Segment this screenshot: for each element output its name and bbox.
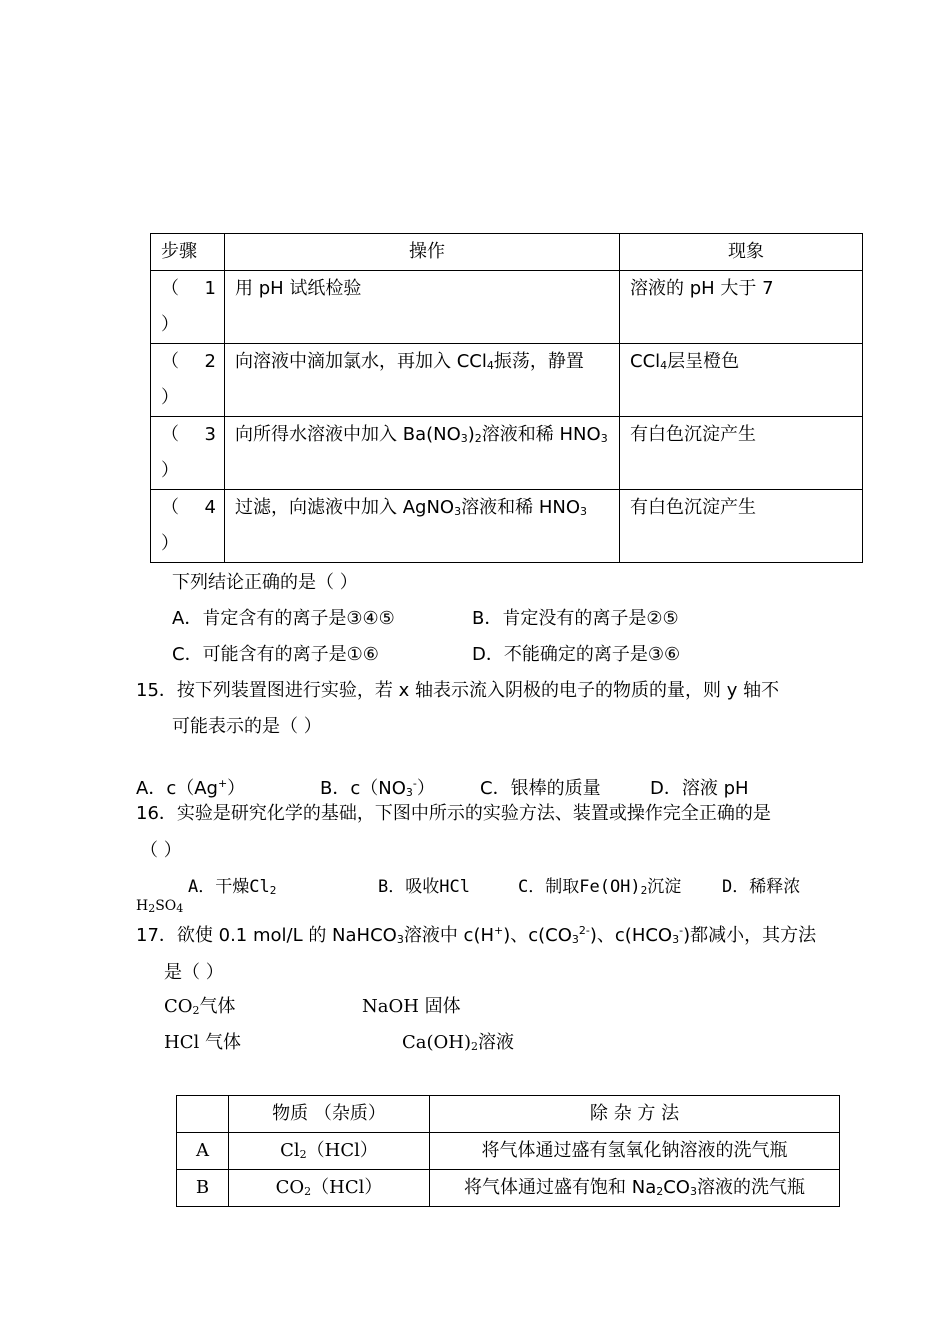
q17-option-c: HCl 气体	[164, 1032, 241, 1053]
q16-option-d: D．稀释浓	[722, 877, 801, 897]
header-label	[177, 1096, 229, 1133]
observation-cell: CCl$_4$层呈橙色	[620, 344, 863, 417]
table-header-row	[151, 234, 863, 271]
q17-option-d: $Ca(OH)_2$溶液	[402, 1032, 515, 1053]
operation-cell: 向溶液中滴加氯水，再加入 CCl$_4$振荡，静置	[225, 344, 620, 417]
step-cell: （ 4 ）	[151, 490, 225, 563]
operation-cell: 向所得水溶液中加入 $Ba(NO_3)_2$溶液和稀 $HNO_3$	[225, 417, 620, 490]
header-observation: 现象	[620, 234, 863, 271]
method-cell: 将气体通过盛有氢氧化钠溶液的洗气瓶	[430, 1133, 840, 1170]
table-row	[177, 1170, 840, 1207]
row-label: A	[177, 1133, 229, 1170]
q15-option-b: B．$c(NO_3^-)$	[320, 777, 435, 799]
substance-cell: $CO_2(HCl)$	[229, 1170, 430, 1207]
step-cell: （ 2 ）	[151, 344, 225, 417]
q15-option-d: D．溶液 pH	[650, 778, 749, 799]
substance-cell: $Cl_2(HCl)$	[229, 1133, 430, 1170]
q16-line2: （ ）	[140, 840, 182, 861]
impurity-removal-table	[176, 1095, 840, 1207]
table-row	[151, 417, 863, 490]
operation-cell: 用 pH 试纸检验	[225, 271, 620, 344]
table-row	[151, 344, 863, 417]
step-cell: （ 3 ）	[151, 417, 225, 490]
table-row	[177, 1133, 840, 1170]
q17-option-a: $CO_2$气体	[164, 996, 236, 1017]
header-method: 除 杂 方 法	[430, 1096, 840, 1133]
observation-cell: 有白色沉淀产生	[620, 417, 863, 490]
q16-option-a: A．干燥$Cl_2$	[188, 877, 277, 897]
observation-cell: 有白色沉淀产生	[620, 490, 863, 563]
q15-option-a: A．c（Ag+）	[136, 777, 246, 799]
header-step: 步骤	[151, 234, 225, 271]
header-substance: 物质 （杂质）	[229, 1096, 430, 1133]
q17-line1: 17．欲使 0.1 mol/L 的 NaHCO$_3$溶液中 c(H+)、$c(CO_3^{2-})$、$c(HCO_3^-)$都减小，其方法	[136, 924, 817, 946]
q17-option-b: NaOH 固体	[362, 996, 461, 1017]
header-operation: 操作	[225, 234, 620, 271]
q16-option-c: C．制取$Fe(OH)_2$沉淀	[518, 877, 682, 897]
experiment-steps-table	[150, 233, 863, 563]
q15-line1: 15．按下列装置图进行实验，若 x 轴表示流入阴极的电子的物质的量，则 y 轴不	[136, 680, 780, 701]
observation-cell: 溶液的 pH 大于 7	[620, 271, 863, 344]
q16-line1: 16．实验是研究化学的基础，下图中所示的实验方法、装置或操作完全正确的是	[136, 803, 771, 824]
q15-line2: 可能表示的是（ ）	[172, 716, 322, 737]
row-label: B	[177, 1170, 229, 1207]
method-cell: 将气体通过盛有饱和 $Na_2CO_3$溶液的洗气瓶	[430, 1170, 840, 1207]
q17-line2: 是（ ）	[164, 962, 224, 983]
q15-option-c: C．银棒的质量	[480, 778, 601, 799]
q16-option-d-cont: $H_2SO_4$	[136, 898, 184, 915]
q14-option-c: C．可能含有的离子是①⑥	[172, 644, 379, 665]
q14-option-d: D．不能确定的离子是③⑥	[472, 644, 681, 665]
step-cell: （ 1 ）	[151, 271, 225, 344]
q14-option-b: B．肯定没有的离子是②⑤	[472, 608, 679, 629]
operation-cell: 过滤，向滤液中加入 AgNO$_3$溶液和稀 $HNO_3$	[225, 490, 620, 563]
q14-stem: 下列结论正确的是（ ）	[172, 572, 358, 593]
q16-option-b: B．吸收HCl	[378, 877, 470, 897]
q14-option-a: A．肯定含有的离子是③④⑤	[172, 608, 395, 629]
table-row	[151, 490, 863, 563]
table-header-row	[177, 1096, 840, 1133]
table-row	[151, 271, 863, 344]
